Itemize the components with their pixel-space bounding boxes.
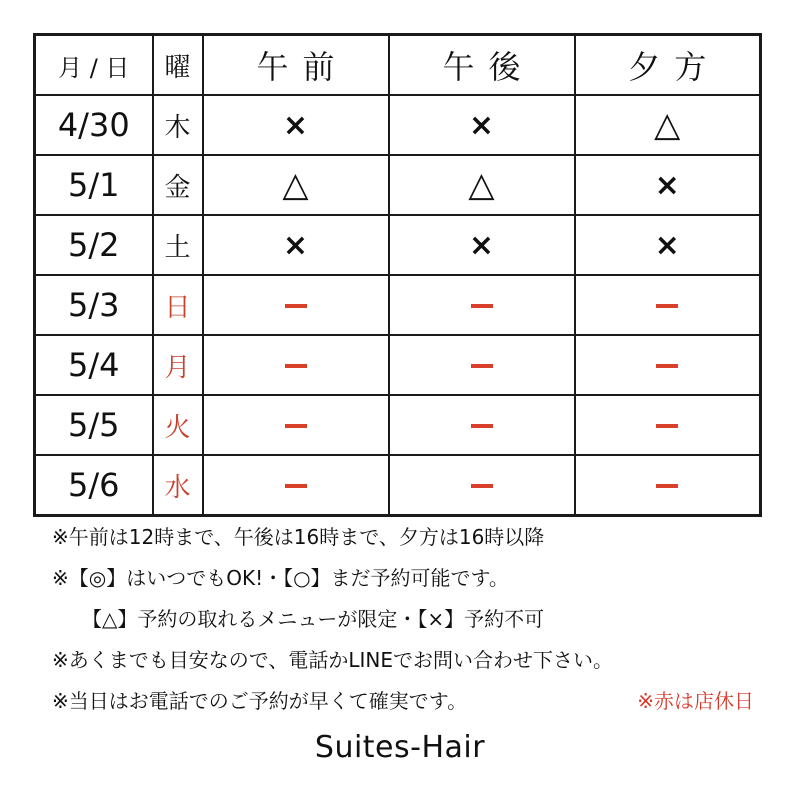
closed-dash-icon — [656, 484, 678, 488]
day-of-week-cell: 金 — [153, 155, 203, 215]
header-day-of-week: 曜 — [153, 35, 203, 96]
table-row — [35, 95, 761, 155]
slot-cell-morning — [203, 155, 389, 215]
slot-cell-morning — [203, 95, 389, 155]
unavailable-cross-icon: × — [654, 167, 680, 203]
table-row — [35, 275, 761, 335]
note-guideline: ※あくまでも目安なので、電話かLINEでお問い合わせ下さい。 — [52, 648, 613, 672]
day-of-week-cell: 木 — [153, 95, 203, 155]
slot-cell-afternoon — [389, 395, 575, 455]
schedule-body — [35, 95, 761, 516]
slot-cell-afternoon — [389, 455, 575, 516]
date-cell: 5/4 — [35, 335, 153, 395]
closed-dash-icon — [285, 484, 307, 488]
date-cell: 5/2 — [35, 215, 153, 275]
closed-dash-icon — [471, 484, 493, 488]
header-date: 月 / 日 — [35, 35, 153, 96]
day-of-week-cell: 火 — [153, 395, 203, 455]
note-same-day — [52, 681, 772, 722]
table-row — [35, 335, 761, 395]
slot-cell-afternoon — [389, 215, 575, 275]
header-afternoon: 午後 — [389, 35, 575, 96]
closed-dash-icon — [656, 364, 678, 368]
slot-cell-evening — [575, 95, 761, 155]
table-row — [35, 215, 761, 275]
closed-dash-icon — [471, 424, 493, 428]
note-closed-days: ※赤は店休日 — [637, 689, 754, 713]
day-of-week-cell: 月 — [153, 335, 203, 395]
schedule-table — [33, 33, 762, 517]
closed-dash-icon — [285, 424, 307, 428]
table-row — [35, 395, 761, 455]
slot-cell-afternoon — [389, 155, 575, 215]
closed-dash-icon — [471, 304, 493, 308]
note-hours: ※午前は12時まで、午後は16時まで、夕方は16時以降 — [52, 525, 545, 549]
slot-cell-evening — [575, 275, 761, 335]
note-symbols-1: ※【◎】はいつでもOK!・【○】まだ予約可能です。 — [52, 566, 509, 590]
slot-cell-morning — [203, 455, 389, 516]
slot-cell-afternoon — [389, 275, 575, 335]
closed-dash-icon — [285, 364, 307, 368]
slot-cell-morning — [203, 275, 389, 335]
header-evening: 夕方 — [575, 35, 761, 96]
table-row — [35, 455, 761, 516]
unavailable-cross-icon: × — [282, 227, 309, 263]
limited-triangle-icon: △ — [282, 165, 309, 205]
slot-cell-evening — [575, 335, 761, 395]
closed-dash-icon — [471, 364, 493, 368]
unavailable-cross-icon: × — [654, 227, 680, 263]
brand-name: Suites-Hair — [314, 730, 486, 765]
slot-cell-morning — [203, 335, 389, 395]
closed-dash-icon — [285, 304, 307, 308]
date-cell: 5/5 — [35, 395, 153, 455]
header-row — [35, 35, 761, 96]
notes — [52, 517, 772, 722]
table-row — [35, 155, 761, 215]
slot-cell-afternoon — [389, 95, 575, 155]
slot-cell-afternoon — [389, 335, 575, 395]
unavailable-cross-icon: × — [468, 107, 495, 143]
date-cell: 5/1 — [35, 155, 153, 215]
unavailable-cross-icon: × — [282, 107, 309, 143]
closed-dash-icon — [656, 424, 678, 428]
unavailable-cross-icon: × — [468, 227, 495, 263]
slot-cell-evening — [575, 455, 761, 516]
date-cell: 4/30 — [35, 95, 153, 155]
limited-triangle-icon: △ — [468, 165, 495, 205]
day-of-week-cell: 水 — [153, 455, 203, 516]
slot-cell-morning — [203, 215, 389, 275]
note-same-day-text: ※当日はお電話でのご予約が早くて確実です。 — [52, 689, 468, 713]
note-symbols-2: 【△】予約の取れるメニューが限定・【×】予約不可 — [82, 607, 545, 631]
slot-cell-evening — [575, 155, 761, 215]
day-of-week-cell: 土 — [153, 215, 203, 275]
header-morning: 午前 — [203, 35, 389, 96]
date-cell: 5/6 — [35, 455, 153, 516]
slot-cell-evening — [575, 215, 761, 275]
closed-dash-icon — [656, 304, 678, 308]
slot-cell-morning — [203, 395, 389, 455]
slot-cell-evening — [575, 395, 761, 455]
day-of-week-cell: 日 — [153, 275, 203, 335]
date-cell: 5/3 — [35, 275, 153, 335]
limited-triangle-icon: △ — [654, 105, 681, 145]
